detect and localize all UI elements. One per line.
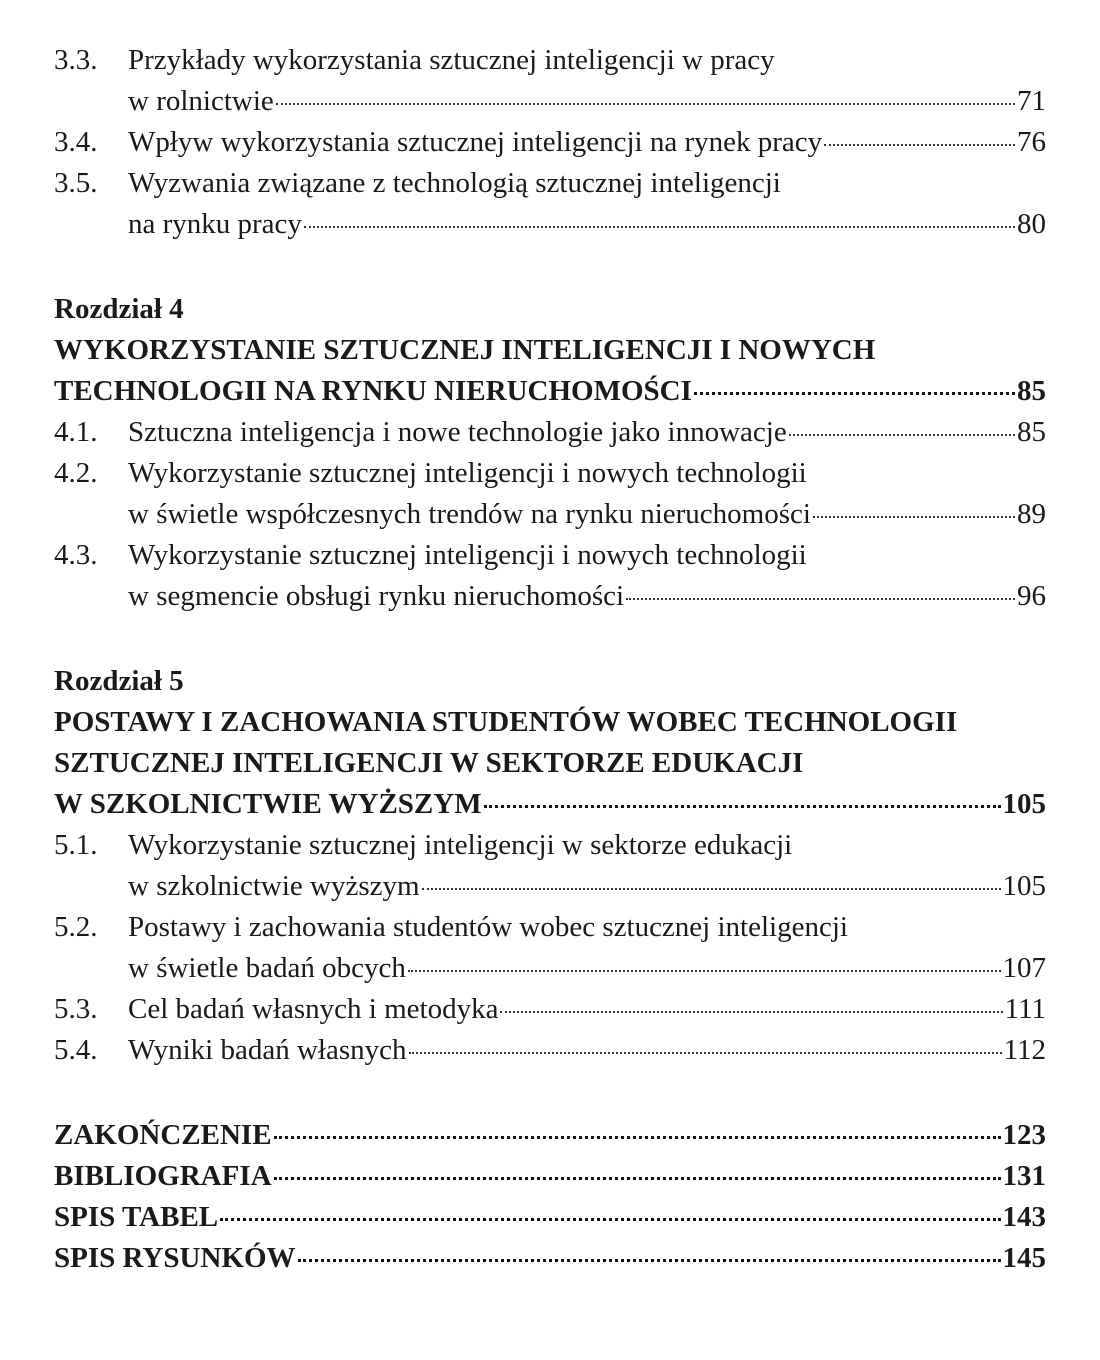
toc-section-3-4[interactable] xyxy=(54,122,1046,163)
section-title-line: Wpływ wykorzystania sztucznej inteligencji na rynek pracy xyxy=(128,126,823,158)
backmatter-title: BIBLIOGRAFIA xyxy=(54,1160,272,1192)
chapter-title-line: SZTUCZNEJ INTELIGENCJI W SEKTORZE EDUKACJI xyxy=(54,747,804,779)
chapter-title[interactable] xyxy=(54,330,1046,412)
page-number: 131 xyxy=(1002,1160,1046,1192)
dot-leader xyxy=(276,103,1015,105)
section-number: 5.4. xyxy=(54,1034,98,1066)
toc-section-4-2[interactable] xyxy=(54,453,1046,535)
section-number: 5.2. xyxy=(54,911,98,943)
chapter-title-line: W SZKOLNICTWIE WYŻSZYM xyxy=(54,788,482,820)
section-title-line: w rolnictwie xyxy=(128,85,274,117)
toc-section-5-1[interactable] xyxy=(54,825,1046,907)
section-number: 3.3. xyxy=(54,44,98,76)
backmatter-title: ZAKOŃCZENIE xyxy=(54,1119,272,1151)
page-number: 105 xyxy=(1002,870,1046,902)
dot-leader xyxy=(220,1218,1000,1221)
table-of-contents xyxy=(54,40,1046,1279)
page-number: 80 xyxy=(1017,208,1046,240)
section-title-line: w świetle współczesnych trendów na rynku nieruchomości xyxy=(128,498,811,530)
page-number: 123 xyxy=(1002,1119,1046,1151)
backmatter-title: SPIS RYSUNKÓW xyxy=(54,1242,296,1274)
page-number: 145 xyxy=(1002,1242,1046,1274)
section-title-line: Przykłady wykorzystania sztucznej inteligencji w pracy xyxy=(128,44,775,76)
chapter-5 xyxy=(54,661,1046,1071)
dot-leader xyxy=(694,392,1015,395)
page-number: 85 xyxy=(1017,416,1046,448)
section-title-line: w segmencie obsługi rynku nieruchomości xyxy=(128,580,625,612)
toc-spis-tabel[interactable] xyxy=(54,1197,1046,1238)
chapter-4 xyxy=(54,289,1046,617)
chapter-title[interactable] xyxy=(54,702,1046,825)
section-title-line: Wykorzystanie sztucznej inteligencji w sektorze edukacji xyxy=(128,829,793,861)
chapter-title-line: WYKORZYSTANIE SZTUCZNEJ INTELIGENCJI I NOWYCH xyxy=(54,334,876,366)
dot-leader xyxy=(626,598,1015,600)
toc-section-5-3[interactable] xyxy=(54,989,1046,1030)
section-number: 4.3. xyxy=(54,539,98,571)
toc-section-3-3[interactable] xyxy=(54,40,1046,122)
section-number: 5.1. xyxy=(54,829,98,861)
toc-spis-rysunkow[interactable] xyxy=(54,1238,1046,1279)
dot-leader xyxy=(408,970,1001,972)
page-number: 105 xyxy=(1002,788,1046,820)
chapter-label: Rozdział 5 xyxy=(54,665,184,697)
section-title-line: w szkolnictwie wyższym xyxy=(128,870,420,902)
toc-section-5-2[interactable] xyxy=(54,907,1046,989)
section-title-line: Postawy i zachowania studentów wobec sztucznej inteligencji xyxy=(128,911,848,943)
toc-section-4-3[interactable] xyxy=(54,535,1046,617)
dot-leader xyxy=(422,888,1001,890)
dot-leader xyxy=(500,1011,1002,1013)
section-title-line: Cel badań własnych i metodyka xyxy=(128,993,499,1025)
dot-leader xyxy=(824,144,1015,146)
toc-bibliografia[interactable] xyxy=(54,1156,1046,1197)
toc-section-4-1[interactable] xyxy=(54,412,1046,453)
page-number: 96 xyxy=(1017,580,1046,612)
dot-leader xyxy=(409,1052,1002,1054)
dot-leader xyxy=(813,516,1015,518)
section-number: 4.2. xyxy=(54,457,98,489)
toc-section-3-5[interactable] xyxy=(54,163,1046,245)
section-number: 5.3. xyxy=(54,993,98,1025)
chapter-title-line: TECHNOLOGII NA RYNKU NIERUCHOMOŚCI xyxy=(54,375,692,407)
dot-leader xyxy=(274,1177,1001,1180)
chapter-label: Rozdział 4 xyxy=(54,293,184,325)
section-number: 3.5. xyxy=(54,167,98,199)
section-title-line: Wykorzystanie sztucznej inteligencji i nowych technologii xyxy=(128,539,807,571)
backmatter-title: SPIS TABEL xyxy=(54,1201,219,1233)
toc-zakonczenie[interactable] xyxy=(54,1115,1046,1156)
dot-leader xyxy=(298,1259,1001,1262)
section-number: 3.4. xyxy=(54,126,98,158)
page-number: 76 xyxy=(1017,126,1046,158)
chapter-title-line: POSTAWY I ZACHOWANIA STUDENTÓW WOBEC TECHNOLOGII xyxy=(54,706,958,738)
section-title-line: w świetle badań obcych xyxy=(128,952,406,984)
chapter-3-sections xyxy=(54,40,1046,245)
page-number: 143 xyxy=(1002,1201,1046,1233)
dot-leader xyxy=(274,1136,1001,1139)
page-number: 112 xyxy=(1003,1034,1046,1066)
section-title-line: na rynku pracy xyxy=(128,208,302,240)
dot-leader xyxy=(484,805,1001,808)
page-number: 89 xyxy=(1017,498,1046,530)
back-matter xyxy=(54,1115,1046,1279)
dot-leader xyxy=(304,226,1015,228)
section-title-line: Wyniki badań własnych xyxy=(128,1034,407,1066)
section-title-line: Wykorzystanie sztucznej inteligencji i nowych technologii xyxy=(128,457,807,489)
page-number: 71 xyxy=(1017,85,1046,117)
page-number: 111 xyxy=(1004,993,1046,1025)
dot-leader xyxy=(789,434,1015,436)
toc-section-5-4[interactable] xyxy=(54,1030,1046,1071)
page-number: 85 xyxy=(1017,375,1046,407)
page-number: 107 xyxy=(1002,952,1046,984)
section-number: 4.1. xyxy=(54,416,98,448)
section-title-line: Sztuczna inteligencja i nowe technologie jako innowacje xyxy=(128,416,787,448)
section-title-line: Wyzwania związane z technologią sztucznej inteligencji xyxy=(128,167,781,199)
